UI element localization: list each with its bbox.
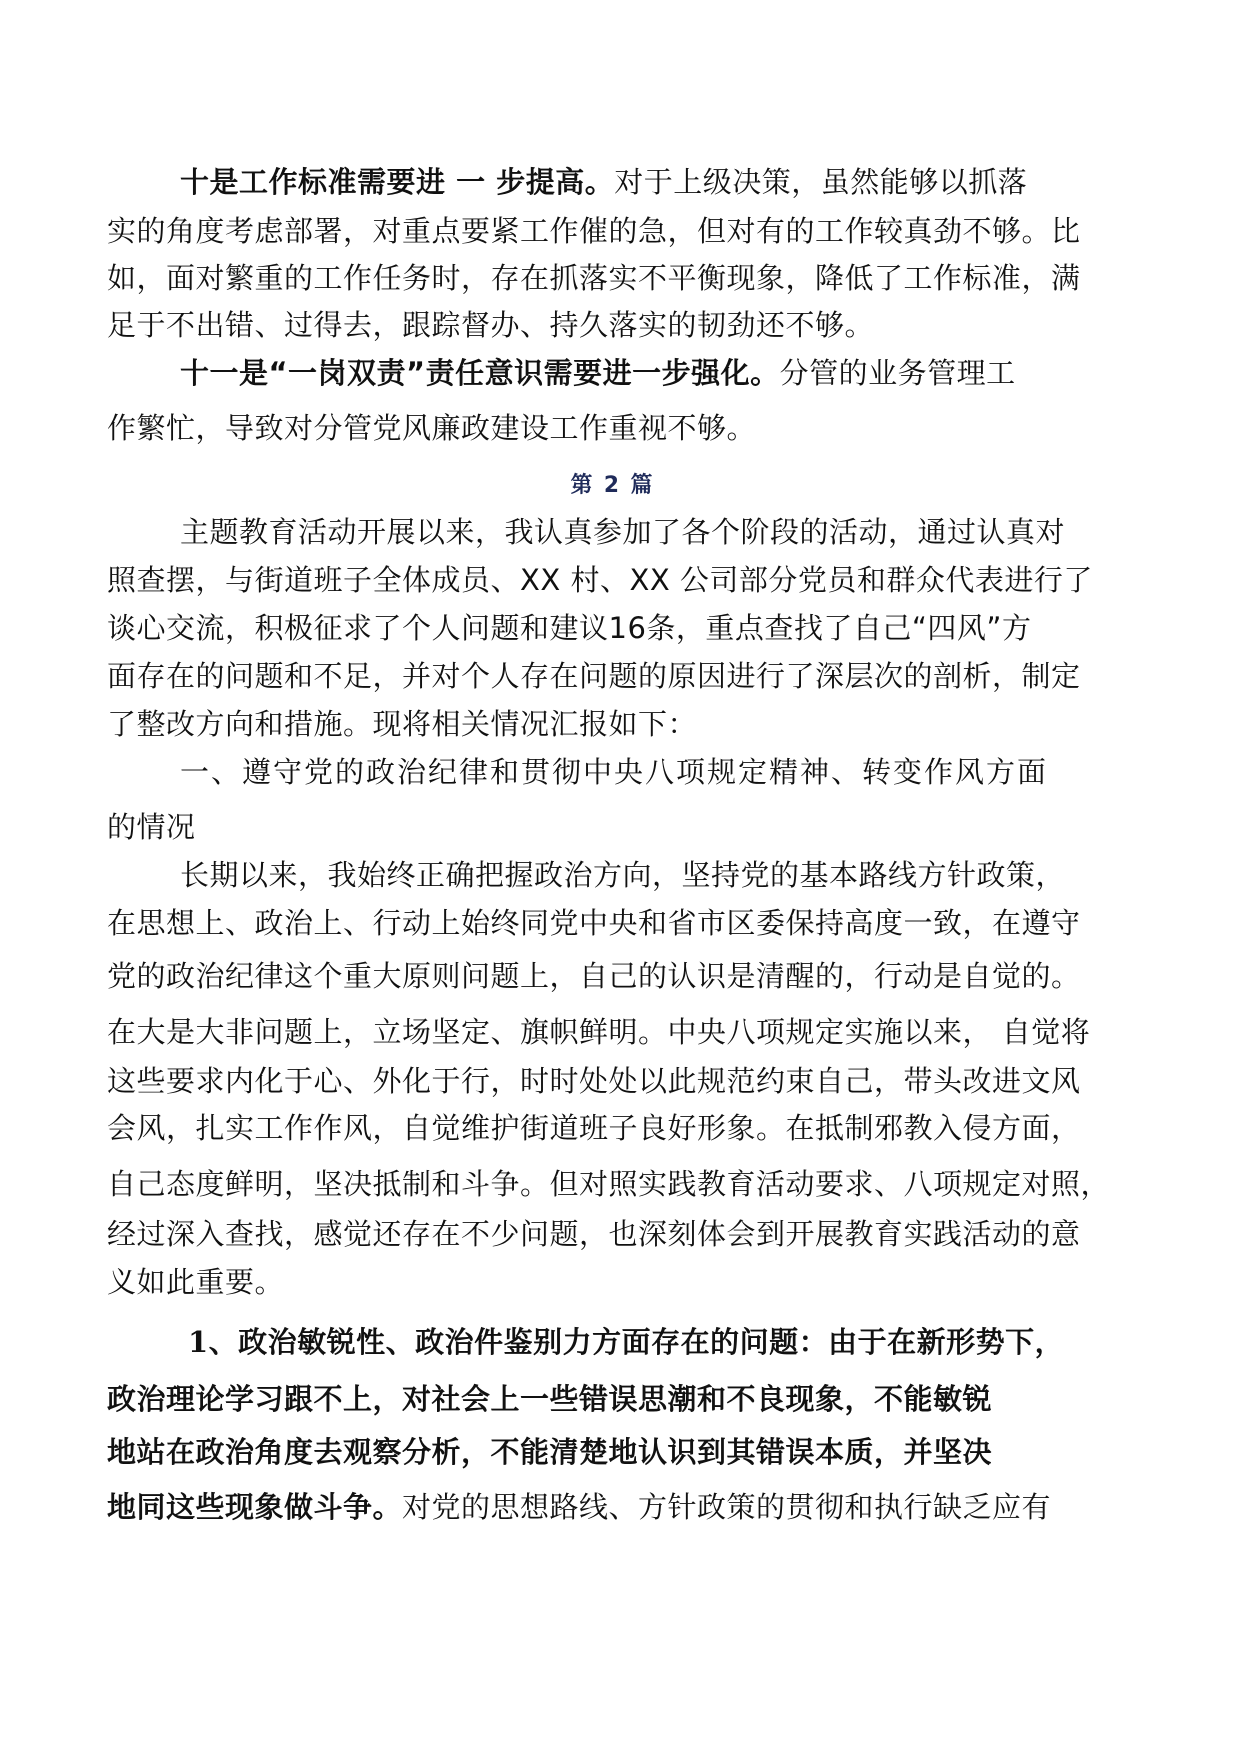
p1-line-2: 实的角度考虑部署，对重点要紧工作催的急，但对有的工作较真劲不够。比 xyxy=(107,214,1081,248)
p5-line-6: 会风，扎实工作作风，自觉维护街道班子良好形象。在抵制邪教入侵方面， xyxy=(107,1111,1081,1145)
p5-line-3: 党的政治纪律这个重大原则问题上，自己的认识是清醒的，行动是自觉的。 xyxy=(107,959,1081,993)
p6-bold-end: 地同这些现象做斗争。 xyxy=(107,1490,403,1524)
p5-line-4: 在大是大非问题上，立场坚定、旗帜鲜明。中央八项规定实施以来， 自觉将 xyxy=(107,1015,1091,1049)
section-heading: 第 2 篇 xyxy=(570,473,655,498)
p5-line-7: 自己态度鲜明，坚决抵制和斗争。但对照实践教育活动要求、八项规定对照， xyxy=(107,1167,1111,1201)
p5-line-5: 这些要求内化于心、外化于行，时时处处以此规范约束自己，带头改进文风 xyxy=(107,1064,1081,1098)
p5-line-8: 经过深入查找，感觉还存在不少问题，也深刻体会到开展教育实践活动的意 xyxy=(107,1217,1081,1251)
p5-line-9: 义如此重要。 xyxy=(107,1265,285,1299)
p2-text: 分管的业务管理工 xyxy=(779,356,1016,390)
p3-line-2: 照查摆，与街道班子全体成员、XX 村、XX 公司部分党员和群众代表进行了 xyxy=(107,563,1093,597)
p5-line-1: 长期以来，我始终正确把握政治方向，坚持党的基本路线方针政策， xyxy=(180,858,1066,892)
p2-line-2: 作繁忙，导致对分管党风廉政建设工作重视不够。 xyxy=(107,411,757,445)
p6-line-1: 1、政治敏锐性、政治件鉴别力方面存在的问题：由于在新形势下， xyxy=(188,1325,1065,1359)
p3-line-1: 主题教育活动开展以来，我认真参加了各个阶段的活动，通过认真对 xyxy=(180,515,1066,549)
p6-line-4 xyxy=(107,1487,1051,1527)
p3-line-3: 谈心交流，积极征求了个人问题和建议16条，重点查找了自己“四风”方 xyxy=(107,611,1032,645)
p3-line-5: 了整改方向和措施。现将相关情况汇报如下： xyxy=(107,707,698,741)
p1-line-4: 足于不出错、过得去，跟踪督办、持久落实的韧劲还不够。 xyxy=(107,308,875,342)
p6-line-2: 政治理论学习跟不上，对社会上一些错误思潮和不良现象，不能敏锐 xyxy=(107,1382,993,1416)
p1-line-1 xyxy=(180,162,1027,202)
p6-line-3: 地站在政治角度去观察分析，不能清楚地认识到其错误本质，并坚决 xyxy=(107,1435,993,1469)
p2-bold-lead: 十一是“一岗双责”责任意识需要进一步强化。 xyxy=(180,356,780,390)
p1-bold-lead: 十是工作标准需要进 一 步提高。 xyxy=(180,165,615,199)
p1-text: 对于上级决策，虽然能够以抓落 xyxy=(614,165,1028,199)
p2-line-1 xyxy=(180,353,1016,393)
p4-line-2: 的情况 xyxy=(107,810,196,844)
p6-tail: 对党的思想路线、方针政策的贯彻和执行缺乏应有 xyxy=(402,1490,1052,1524)
p1-line-3: 如，面对繁重的工作任务时，存在抓落实不平衡现象，降低了工作标准，满 xyxy=(107,261,1081,295)
p4-line-1: 一、遵守党的政治纪律和贯彻中央八项规定精神、转变作风方面 xyxy=(180,755,1049,789)
p5-line-2: 在思想上、政治上、行动上始终同党中央和省市区委保持高度一致，在遵守 xyxy=(107,906,1081,940)
p3-line-4: 面存在的问题和不足，并对个人存在问题的原因进行了深层次的剖析，制定 xyxy=(107,659,1081,693)
